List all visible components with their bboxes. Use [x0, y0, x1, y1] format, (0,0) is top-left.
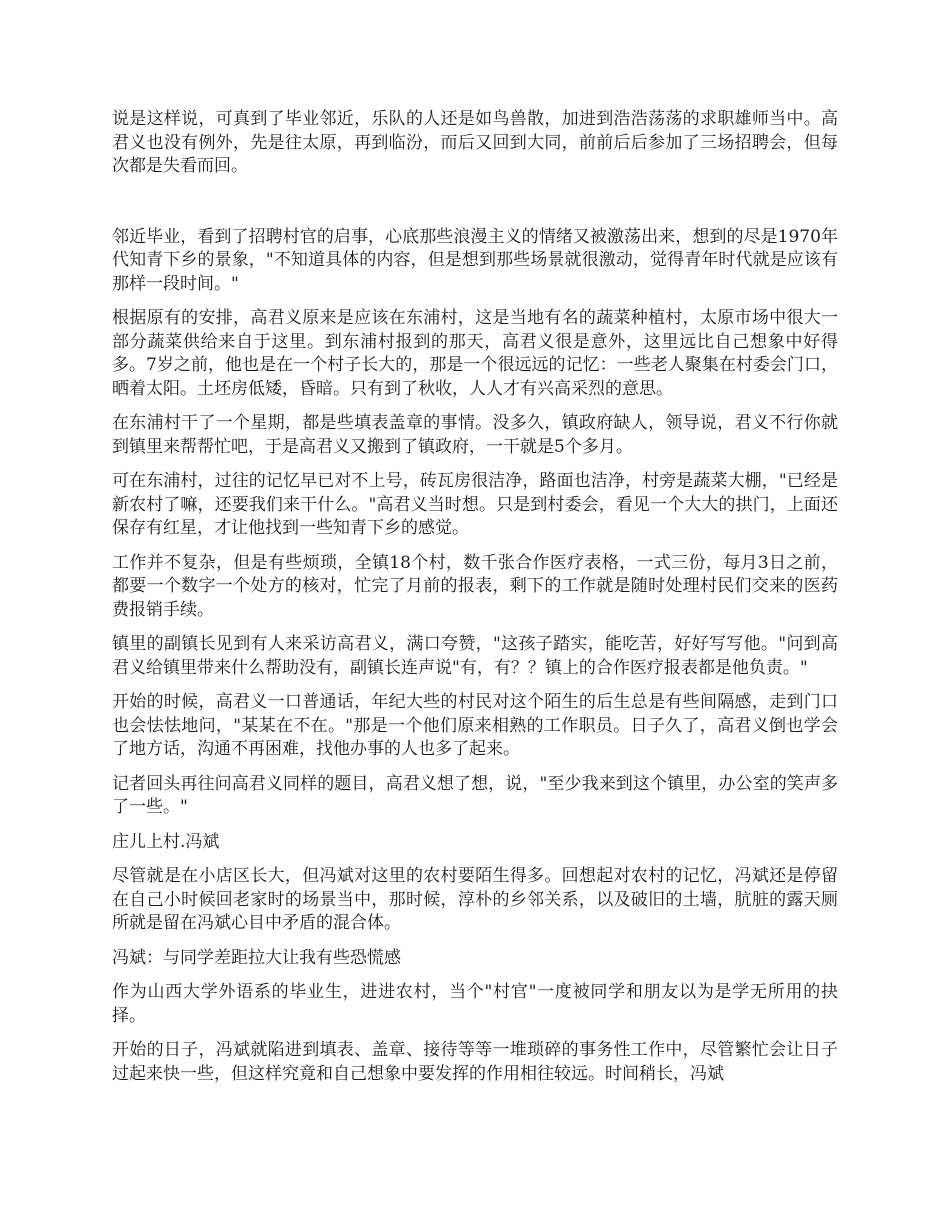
paragraph-4: 在东浦村干了一个星期，都是些填表盖章的事情。没多久，镇政府缺人，领导说，君义不行你就到镇里来帮帮忙吧，于是高君义又搬到了镇政府，一干就是5个多月。	[112, 413, 838, 457]
paragraph-6: 工作并不复杂，但是有些烦琐，全镇18个村，数千张合作医疗表格，一式三份，每月3日之前，都要一个数字一个处方的核对，忙完了月前的报表，剩下的工作就是随时处理村民们交来的医药费报销手续。	[112, 552, 838, 620]
paragraph-8: 开始的时候，高君义一口普通话，年纪大些的村民对这个陌生的后生总是有些间隔感，走到门口也会怯怯地问，"某某在不在。"那是一个他们原来相熟的工作职员。日子久了，高君义倒也学会了地方话，沟通不再困难，找他办事的人也多了起来。	[112, 692, 838, 759]
paragraph-12: 开始的日子，冯斌就陷进到填表、盖章、接待等等一堆琐碎的事务性工作中，尽管繁忙会让日子过起来快一些，但这样究竟和自己想象中要发挥的作用相往较远。时间稍长，冯斌	[112, 1040, 838, 1084]
paragraph-2: 邻近毕业，看到了招聘村官的启事，心底那些浪漫主义的情绪又被激荡出来，想到的尽是1970年代知青下乡的景象，"不知道具体的内容，但是想到那些场景就很激动，觉得青年时代就是应该有那样一段时间。"	[112, 226, 838, 294]
paragraph-9: 记者回头再往问高君义同样的题目，高君义想了想，说，"至少我来到这个镇里，办公室的笑声多了一些。"	[112, 773, 838, 817]
subheading-fengbin: 冯斌：与同学差距拉大让我有些恐慌感	[112, 947, 401, 968]
paragraph-11: 作为山西大学外语系的毕业生，进进农村，当个"村官"一度被同学和朋友以为是学无所用的抉择。	[112, 982, 838, 1026]
paragraph-10: 尽管就是在小店区长大，但冯斌对这里的农村要陌生得多。回想起对农村的记忆，冯斌还是停留在自己小时候回老家时的场景当中，那时候，淳朴的乡邻关系，以及破旧的土墙，肮脏的露天厕所就是留在冯斌心目中矛盾的混合体。	[112, 866, 838, 933]
paragraph-5: 可在东浦村，过往的记忆早已对不上号，砖瓦房很洁净，路面也洁净，村旁是蔬菜大棚，"已经是新农村了嘛，还要我们来干什么。"高君义当时想。只是到村委会，看见一个大大的拱门，上面还保存有红星，才让他找到一些知青下乡的感觉。	[112, 471, 838, 538]
paragraph-3: 根据原有的安排，高君义原来是应该在东浦村，这是当地有名的蔬菜种植村，太原市场中很大一部分蔬菜供给来自于这里。到东浦村报到的那天，高君义很是意外，这里远比自己想象中好得多。7岁之前，他也是在一个村子长大的，那是一个很远远的记忆：一些老人聚集在村委会门口，晒着太阳。土坯房低矮，昏暗。只有到了秋收，人人才有兴高采烈的意思。	[112, 308, 838, 399]
section-heading-zhuangershang: 庄儿上村.冯斌	[112, 831, 220, 852]
paragraph-7: 镇里的副镇长见到有人来采访高君义，满口夸赞，"这孩子踏实，能吃苦，好好写写他。"问到高君义给镇里带来什么帮助没有，副镇长连声说"有，有？？镇上的合作医疗报表都是他负责。"	[112, 634, 838, 678]
document-body	[112, 108, 838, 1097]
paragraph-1: 说是这样说，可真到了毕业邻近，乐队的人还是如鸟兽散，加进到浩浩荡荡的求职雄师当中。高君义也没有例外，先是往太原，再到临汾，而后又回到大同，前前后后参加了三场招聘会，但每次都是失看而回。	[112, 109, 838, 176]
